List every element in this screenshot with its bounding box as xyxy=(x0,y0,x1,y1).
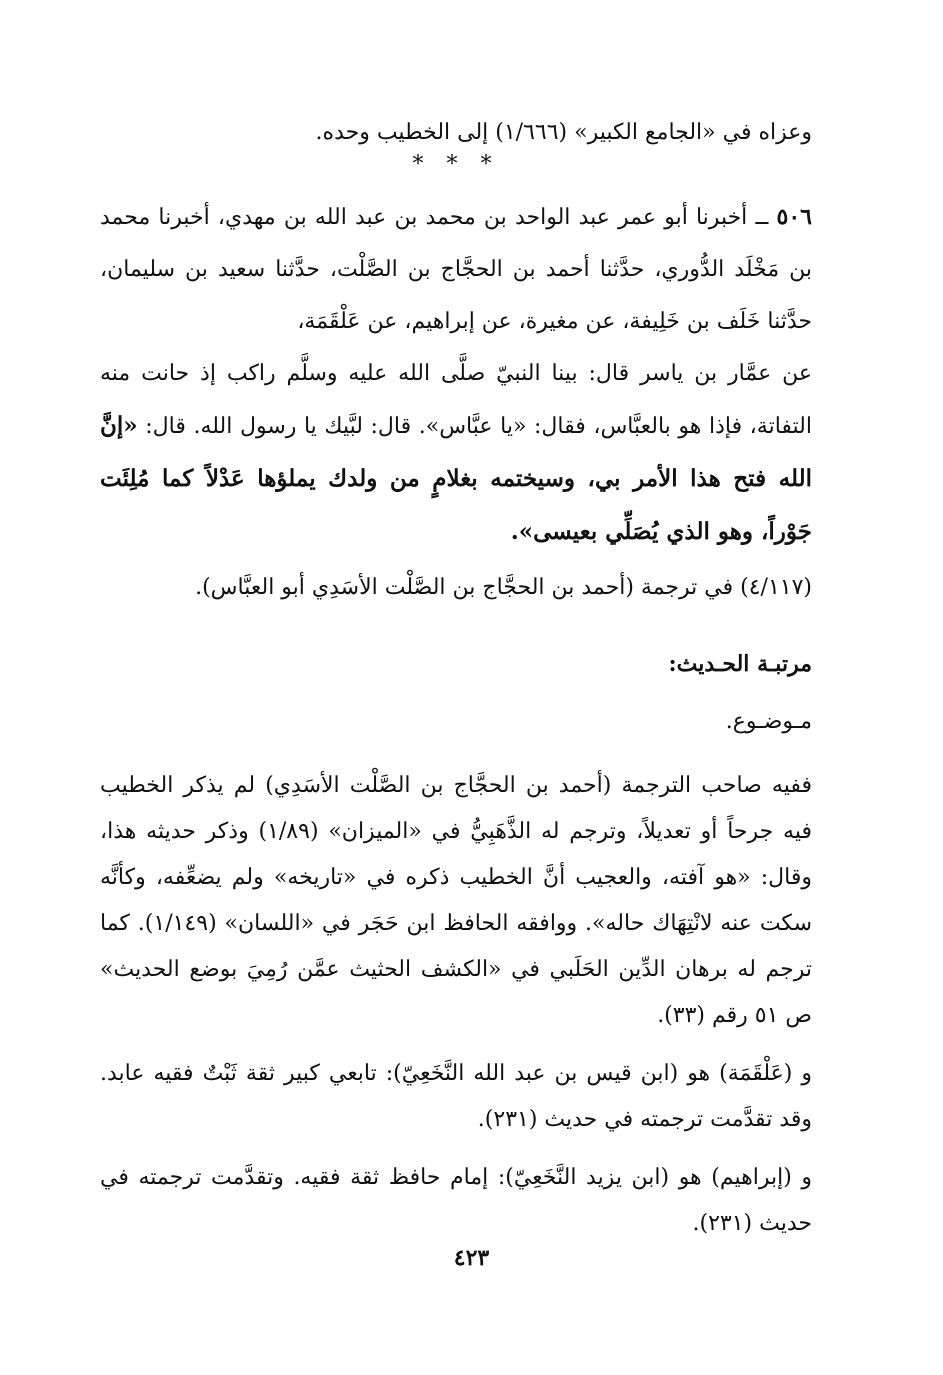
hadith-text-intro: عن عمَّار بن ياسر قال: بينا النبيّ صلَّى الله عليه وسلَّم راكب إذ حانت منه التفاتة، فإذا هو بالعبَّاس، فقال: «يا عبَّاس». قال: لبَّيك يا رسول الله. قال: xyxy=(100,361,812,439)
commentary-paragraph: و (إبراهيم) هو (ابن يزيد النَّخَعِيّ): إمام حافظ ثقة فقيه. وتقدَّمت ترجمته في حديث (٢٣١). xyxy=(100,1165,812,1236)
hadith-number: ٥٠٦ xyxy=(776,204,812,230)
top-attribution: وعزاه في «الجامع الكبير» (١/٦٦٦) إلى الخطيب وحده. xyxy=(315,120,812,145)
commentary-paragraph: ففيه صاحب الترجمة (أحمد بن الحجَّاج بن الصَّلْت الأسَدِي) لم يذكر الخطيب فيه جرحاً أو تعديلاً، وترجم له الذَّهَبِيُّ في «الميزان» (١/٨٩) وذكر حديثه هذا، وقال: «هو آفته، والعجيب أنَّ الخطيب ذكره في «تاريخه» ولم يضعِّفه، وكأنَّه سكت عنه لانْتِهَاك حاله». ووافقه الحافظ ابن حَجَر في «اللسان» (١/١٤٩). كما ترجم له برهان الدِّين الحَلَبي في «الكشف الحثيث عمَّن رُمِيَ بوضع الحديث» ص ٥١ رقم (٣٣). xyxy=(100,773,813,1028)
section-separator: * * * xyxy=(412,152,500,177)
hadith-isnad: أخبرنا أبو عمر عبد الواحد بن محمد بن عبد الله بن مهدي، أخبرنا محمد بن مَخْلَد الدُّوري، حدَّثنا أحمد بن الحجَّاج بن الصَّلْت، حدَّثنا سعيد بن سليمان، حدَّثنا خَلَف بن خَلِيفة، عن مغيرة، عن إبراهيم، عن عَلْقَمَة، xyxy=(100,205,812,334)
hadith-isnad-paragraph xyxy=(100,191,812,348)
grading-verdict: مـوضـوع. xyxy=(725,709,812,734)
page-body xyxy=(100,108,812,1259)
hadith-source-ref: (٤/١١٧) في ترجمة (أحمد بن الحجَّاج بن الصَّلْت الأسَدِي أبو العبَّاس). xyxy=(195,575,812,600)
page-number: ٤٢٣ xyxy=(453,1245,490,1271)
hadith-dash: ــ xyxy=(755,205,769,230)
hadith-matn-paragraph xyxy=(100,348,812,559)
grading-title: مرتبـة الحـديث: xyxy=(668,651,812,677)
hadith-text-bold: «إنَّ الله فتح هذا الأمر بي، وسيختمه بغلامٍ من ولدك يملؤها عَدْلاً كما مُلِئَت جَوْراً، وهو الذي يُصَلِّي بعيسى». xyxy=(100,412,812,545)
commentary-paragraph: و (عَلْقَمَة) هو (ابن قيس بن عبد الله النَّخَعِيّ): تابعي كبير ثقة ثَبْتٌ فقيه عابد. وقد تقدَّمت ترجمته في حديث (٢٣١). xyxy=(100,1061,812,1132)
